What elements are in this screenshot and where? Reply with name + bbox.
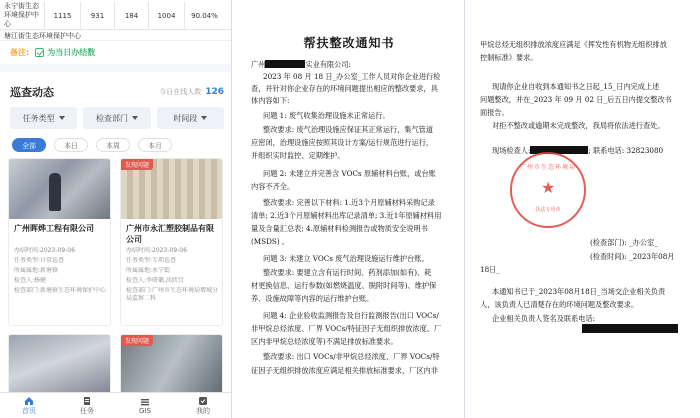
body-line: 整改要求: 完善以下材料: 1.近3个月原辅材料采购记录 — [263, 198, 435, 207]
chip-today[interactable]: 本日 — [54, 138, 88, 152]
online-count: 126 — [205, 87, 224, 97]
home-icon — [24, 396, 34, 406]
tab-label: 首页 — [22, 406, 36, 415]
stat-rate: 90.04% — [184, 2, 224, 30]
tab-label: 我的 — [196, 406, 210, 415]
body-line: 区内非甲烷总烃浓度等)不满足排放标准要求。 — [251, 337, 398, 346]
site-photo — [9, 159, 111, 219]
inspector-label: 现场检查人: — [492, 146, 531, 155]
inspection-card[interactable] — [120, 334, 223, 396]
tab-tasks[interactable] — [58, 393, 116, 418]
addressee-suffix: 实业有限公司: — [305, 60, 351, 69]
online-label: 今日在线人数 — [159, 88, 202, 96]
seal-top-text: 广州市生态环境局 — [519, 164, 576, 171]
star-icon: ★ — [541, 178, 556, 197]
body-line: 并组织实时监控、定期维护。 — [251, 151, 345, 160]
body-line: 整改要求: 要建立含有运行时间、药剂添加(如有)、耗 — [263, 268, 432, 277]
body-line: 本通知书已于_2023年08月18日_当场交企业相关负责 — [492, 287, 666, 296]
body-line: 非甲烷总烃浓度、厂界 VOCs/特征因子无组织排放浓度、厂 — [251, 324, 442, 333]
stat-value: 931 — [80, 2, 114, 30]
inspection-card[interactable] — [120, 158, 223, 326]
period-chips — [12, 138, 172, 152]
stat-value: 1115 — [44, 2, 80, 30]
body-line: 问题 4: 企业验收监测报告及自行监测报告(出口 VOCs/ — [263, 311, 439, 320]
body-line: 面报告。 — [480, 108, 509, 117]
checkbox-icon — [35, 48, 44, 57]
notice-title: 帮扶整改通知书 — [303, 36, 395, 50]
body-line: 对拒不整改或逾期未完成整改，我局将依法进行查处。 — [492, 121, 665, 130]
person-figure — [49, 173, 61, 211]
body-line: 问题 2: 未建立并完善含 VOCs 原辅材料台账，或台账 — [263, 169, 436, 178]
center-name: 塘江街生态环境保护中心 — [4, 32, 81, 40]
filter-label: 检查部门 — [95, 113, 128, 123]
site-photo — [9, 335, 111, 395]
filter-time-range[interactable] — [157, 107, 224, 129]
body-line: 现请你企业自收到本通知书之日起_15_日内完成上述 — [492, 82, 660, 91]
date-line-cont: 18日_ — [480, 265, 500, 274]
stat-value: 184 — [114, 2, 148, 30]
chip-week[interactable]: 本周 — [96, 138, 130, 152]
body-line: 甲烷总烃无组织排放浓度应满足《挥发性有机物无组织排放 — [480, 40, 667, 49]
filter-label: 任务类型 — [22, 113, 55, 123]
body-line: 查，并针对你企业存在的环境问题提出相应的整改要求，具 — [251, 84, 438, 93]
chip-month[interactable]: 本月 — [138, 138, 172, 152]
body-line: 整改要求: 出口 VOCs/非甲烷总烃浓度、厂界 VOCs/特 — [263, 352, 440, 361]
document-icon — [82, 396, 92, 406]
body-line: 量及含量汇总表; 4.原辅材料检测报告或物质安全说明书 — [251, 224, 428, 233]
remark-bar — [0, 40, 232, 64]
inspector-line — [492, 146, 663, 156]
center-name: 永宁街生态环境保护中心 — [4, 2, 39, 28]
department-line: (检查部门): _办公室_ — [590, 238, 658, 247]
signature-label: 企业相关负责人签名及联系电话: — [492, 314, 596, 323]
body-line: 养、设施故障等内容的运行维护台账。 — [251, 294, 374, 303]
inspection-card[interactable] — [8, 158, 111, 326]
department: 检查部门:新塘镇生态环境保护中心 — [14, 287, 107, 294]
chip-all[interactable]: 全部 — [12, 138, 46, 152]
body-line: 整改要求: 废气治理设施应保证其正常运行，集气管道 — [263, 125, 434, 134]
table-row — [0, 2, 232, 30]
body-line: 2023 年 08 月 18 日_办公室_工作人员对你企业进行检 — [263, 72, 441, 81]
filter-task-type[interactable] — [10, 107, 77, 129]
issue-tag: 发现问题 — [121, 335, 153, 346]
tab-home[interactable] — [0, 393, 58, 418]
redaction-bar — [265, 60, 305, 68]
body-line: 问题 1: 废气收集治理设施未正常运行。 — [263, 111, 390, 120]
filter-label: 时间段 — [173, 113, 198, 123]
layers-icon — [140, 397, 150, 407]
redaction-bar — [582, 324, 678, 333]
inspector: 检查人:李研璐,高欣宜 — [126, 277, 184, 284]
tab-mine[interactable] — [174, 393, 232, 418]
seal-bottom-text: 执法专用章 — [535, 207, 561, 213]
body-line: 征因子无组织排放浓度应满足相关排放标准要求，厂区内非 — [251, 366, 438, 375]
tab-gis[interactable] — [116, 393, 174, 418]
task-type: 任务类型:专项巡查 — [126, 257, 177, 264]
locality: 所属属地:永宁街 — [126, 267, 171, 274]
company-name: 广州市永汇塑胶制品有限公司 — [126, 224, 214, 244]
company-name: 广州晖烨工程有限公司 — [14, 224, 94, 233]
addressee-line — [251, 60, 447, 70]
stat-value: 1004 — [148, 2, 184, 30]
body-line: 内容不齐全。 — [251, 182, 295, 191]
caret-down-icon — [132, 116, 138, 120]
body-line: 应密闭，治理设施应按照其设计方案/运行规范进行运行， — [251, 138, 434, 147]
body-line: 清单; 2.近3个月原辅材料出库记录清单; 3.近1年原辅材料用 — [251, 211, 442, 220]
caret-down-icon — [201, 116, 207, 120]
remark-text: 为当日办结数 — [47, 48, 96, 57]
stats-table — [0, 0, 232, 40]
body-line: 问题整改，并在_2023 年 09 月 02 日_后五日内提交整改书 — [480, 95, 672, 104]
body-line: 问题 3: 未建立 VOCs 废气治理设施运行维护台账。 — [263, 254, 429, 263]
inspector: 检查人:杨健 — [14, 277, 47, 284]
filter-department[interactable] — [83, 107, 150, 129]
date-line: (检查时间): _2023年08月 — [590, 252, 675, 261]
department: 检查部门:广州市生态环境局增城分局监察二科 — [126, 287, 219, 302]
issue-tag: 发现问题 — [121, 159, 153, 170]
contact-phone: ; 联系电话: 32823080 — [588, 146, 664, 155]
finish-time: 办结时间:2023-09-06 — [126, 247, 187, 254]
task-type: 任务类型:日常巡查 — [14, 257, 65, 264]
mobile-app-panel — [0, 0, 232, 418]
remark-label: 备注: — [10, 48, 30, 57]
filter-bar — [10, 107, 224, 129]
body-line: (MSDS) 。 — [251, 237, 290, 246]
caret-down-icon — [59, 116, 65, 120]
section-header — [10, 84, 224, 100]
official-seal — [510, 152, 586, 228]
body-line: 控制标准》要求。 — [480, 53, 538, 62]
body-line: 人，该负责人已清楚存在的环境问题及整改要求。 — [480, 300, 639, 309]
body-line: 材更换信息、运行参数(如燃烧温度、脱附时间等)、维护保 — [251, 281, 437, 290]
body-line: 体内容如下: — [251, 96, 290, 105]
tab-label: GIS — [139, 406, 151, 415]
notice-page-1 — [233, 0, 465, 418]
section-title: 巡查动态 — [10, 86, 54, 99]
addressee-prefix: 广州 — [251, 60, 266, 69]
bottom-tab-bar — [0, 392, 232, 418]
inspection-card[interactable] — [8, 334, 111, 396]
notice-page-2 — [466, 0, 700, 418]
checkbox-icon — [198, 396, 208, 406]
locality: 所属属地:新塘镇 — [14, 267, 59, 274]
patrol-section — [0, 72, 232, 398]
tab-label: 任务 — [80, 406, 94, 415]
finish-time: 办结时间:2023-09-06 — [14, 247, 75, 254]
